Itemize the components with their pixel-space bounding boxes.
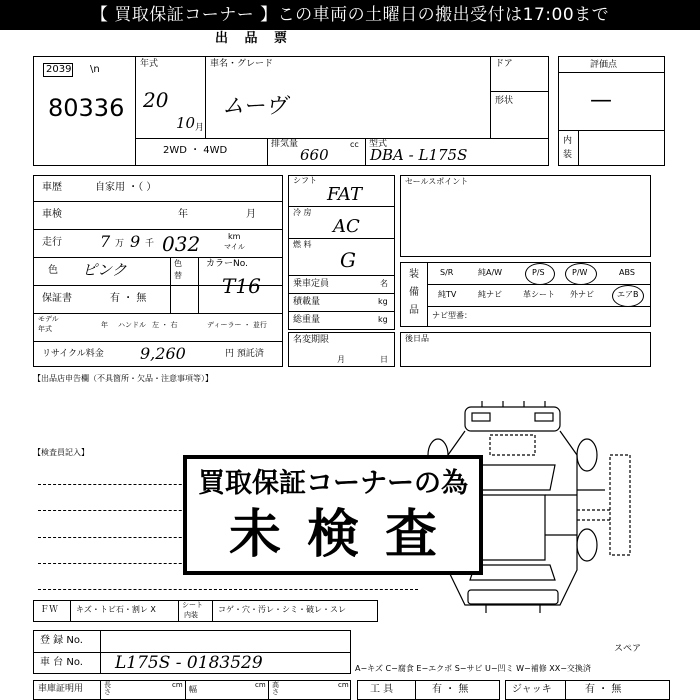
equip-ps: P/S xyxy=(532,268,545,277)
year-label: 年式 xyxy=(140,59,159,69)
aircon-label: 冷 房 xyxy=(293,208,312,217)
equipment-label-1: 装 xyxy=(409,269,419,280)
load-unit: kg xyxy=(378,297,388,306)
equip-navi: 純ナビ xyxy=(478,290,502,299)
sales-point-label: セールスポイント xyxy=(405,177,469,186)
mileage-label: 走行 xyxy=(42,237,62,248)
model-value: DBA - L175S xyxy=(370,146,468,164)
capacity-unit: 名 xyxy=(380,279,388,288)
mileage-sen: 9 xyxy=(130,232,141,251)
year-month-unit: 月 xyxy=(195,123,205,133)
legend-seat-value: コゲ・穴・汚レ・シミ・破レ・スレ xyxy=(218,605,346,614)
grade-value: — xyxy=(590,88,612,113)
handle-label: ハンドル xyxy=(118,321,146,329)
damage-legend: A−キズ C−腐食 E−エクボ S−サビ U−凹ミ W−補修 XX−交換済 xyxy=(355,664,591,673)
color-change-1: 色 xyxy=(174,259,182,268)
equip-pw: P/W xyxy=(572,268,588,277)
cert-height: 高さ xyxy=(272,681,279,696)
shift-value: FAT xyxy=(327,184,362,205)
equip-tv: 純TV xyxy=(438,290,457,299)
interior-label-2: 装 xyxy=(563,150,573,160)
equipment-label-3: 品 xyxy=(409,305,419,316)
displacement-value: 660 xyxy=(300,146,329,164)
mileage-sen-unit: 千 xyxy=(145,239,155,249)
load-label: 積載量 xyxy=(293,297,321,307)
stamp-line-2: 未検査 xyxy=(228,505,463,565)
car-name-label: 車名・グレード xyxy=(210,59,274,69)
interior-label-1: 内 xyxy=(563,136,573,146)
cert-length: 長さ xyxy=(104,681,111,696)
shift-label: シフト xyxy=(293,176,317,185)
aftermarket-box xyxy=(400,332,651,367)
model-year-unit: 年 xyxy=(101,321,108,329)
circle-ps xyxy=(525,263,555,285)
stamp-line-1: 買取保証コーナーの為 xyxy=(198,468,468,499)
mileage-value: 032 xyxy=(162,232,201,256)
mileage-man-unit: 万 xyxy=(115,239,125,249)
name-change-month: 月 xyxy=(337,355,345,364)
equipment-label-2: 備 xyxy=(409,287,419,298)
inspection-label: 車検 xyxy=(42,209,62,220)
equip-sr: S/R xyxy=(440,268,454,277)
dealer-value: ディーラー ・ 並行 xyxy=(207,321,267,329)
model-label: 型式 xyxy=(369,139,388,149)
cert-height-unit: cm xyxy=(338,681,349,689)
banner: 【 買取保証コーナー 】この車両の土曜日の搬出受付は17:00まで xyxy=(0,0,700,30)
cert-width-unit: cm xyxy=(255,681,266,689)
model-year-label-2: 年式 xyxy=(38,325,52,333)
not-inspected-stamp xyxy=(183,455,483,575)
history-label: 車歴 xyxy=(42,182,62,193)
equip-leather: 革シート xyxy=(523,290,555,299)
cert-length-unit: cm xyxy=(172,681,183,689)
warranty-label: 保証書 xyxy=(42,293,72,304)
car-name-value: ムーヴ xyxy=(222,94,287,119)
gross-label: 総重量 xyxy=(293,315,321,325)
displacement-unit: cc xyxy=(350,140,359,149)
equip-abs: ABS xyxy=(619,268,635,277)
tools-label: 工 具 xyxy=(370,684,394,695)
cert-label: 車庫証明用 xyxy=(38,684,84,694)
color-label: 色 xyxy=(48,265,58,276)
recycle-value: 9,260 xyxy=(140,344,186,363)
name-change-day: 日 xyxy=(380,355,388,364)
color-code-label: カラーNo. xyxy=(206,259,248,269)
jack-label: ジャッキ xyxy=(512,684,552,695)
equip-awheel: 純A/W xyxy=(478,268,503,277)
lot-tag: 2039 xyxy=(46,64,72,75)
fuel-value: G xyxy=(340,248,356,272)
gross-unit: kg xyxy=(378,315,388,324)
color-code-value: T16 xyxy=(222,274,261,298)
registration-label: 登 録 No. xyxy=(40,635,83,646)
drive: 2WD ・ 4WD xyxy=(163,145,228,156)
name-change-label: 名変期限 xyxy=(293,335,330,345)
color-change-2: 替 xyxy=(174,271,182,280)
spare-label: スペア xyxy=(614,644,642,654)
vehicle-detail-box xyxy=(33,175,283,367)
legend-seat-2: 内装 xyxy=(184,611,198,619)
chassis-value: L175S - 0183529 xyxy=(115,653,263,673)
legend-fw-value: キズ・トビ石・割レ X xyxy=(76,605,156,614)
legend-seat-1: シート xyxy=(182,601,203,609)
inspector-label: 【検査員記入】 xyxy=(33,448,89,457)
cert-width: 幅 xyxy=(189,685,197,694)
recycle-label: リサイクル料金 xyxy=(42,349,104,359)
handle-value: 左 ・ 右 xyxy=(152,321,178,329)
legend-fw: ＦＷ xyxy=(40,605,59,615)
jack-value: 有 ・ 無 xyxy=(585,684,622,695)
recycle-unit: 円 預託済 xyxy=(225,349,264,359)
grade-label: 評価点 xyxy=(590,60,618,70)
lot-number: 80336 xyxy=(48,94,125,122)
color-value: ピンク xyxy=(82,261,127,279)
inspection-year: 年 xyxy=(178,209,188,220)
circle-pw xyxy=(565,263,597,285)
sales-point-box xyxy=(400,175,651,257)
inspection-month: 月 xyxy=(246,209,256,220)
model-year-label-1: モデル xyxy=(38,315,59,323)
year-value: 20 xyxy=(143,88,169,112)
door-label: ドア xyxy=(495,59,513,69)
chassis-label: 車 台 No. xyxy=(40,657,83,668)
aftermarket-label: 後日品 xyxy=(405,334,429,343)
lot-mark: \n xyxy=(90,64,100,75)
tools-value: 有 ・ 無 xyxy=(432,684,469,695)
displacement-label: 排気量 xyxy=(271,139,299,149)
equip-ext-navi: 外ナビ xyxy=(570,290,594,299)
mileage-man: 7 xyxy=(100,232,111,251)
navi-model-label: ナビ型番： xyxy=(432,311,472,320)
shape-label: 形状 xyxy=(495,96,514,106)
circle-airbag xyxy=(612,285,644,307)
fuel-label: 燃 料 xyxy=(293,240,312,249)
mileage-unit-mile: マイル xyxy=(224,243,245,251)
warranty-value: 有 ・ 無 xyxy=(110,293,147,304)
history-value: 自家用 ・（ ） xyxy=(95,182,157,193)
notes-label: 【出品店申告欄（不具箇所・欠品・注意事項等）】 xyxy=(33,374,213,383)
header-title: 出 品 票 xyxy=(215,31,294,46)
year-month: 10 xyxy=(176,114,196,132)
aircon-value: AC xyxy=(333,216,360,237)
capacity-label: 乗車定員 xyxy=(293,279,330,289)
equip-airbag: エアB xyxy=(617,290,639,299)
mileage-unit-km: km xyxy=(228,232,241,241)
